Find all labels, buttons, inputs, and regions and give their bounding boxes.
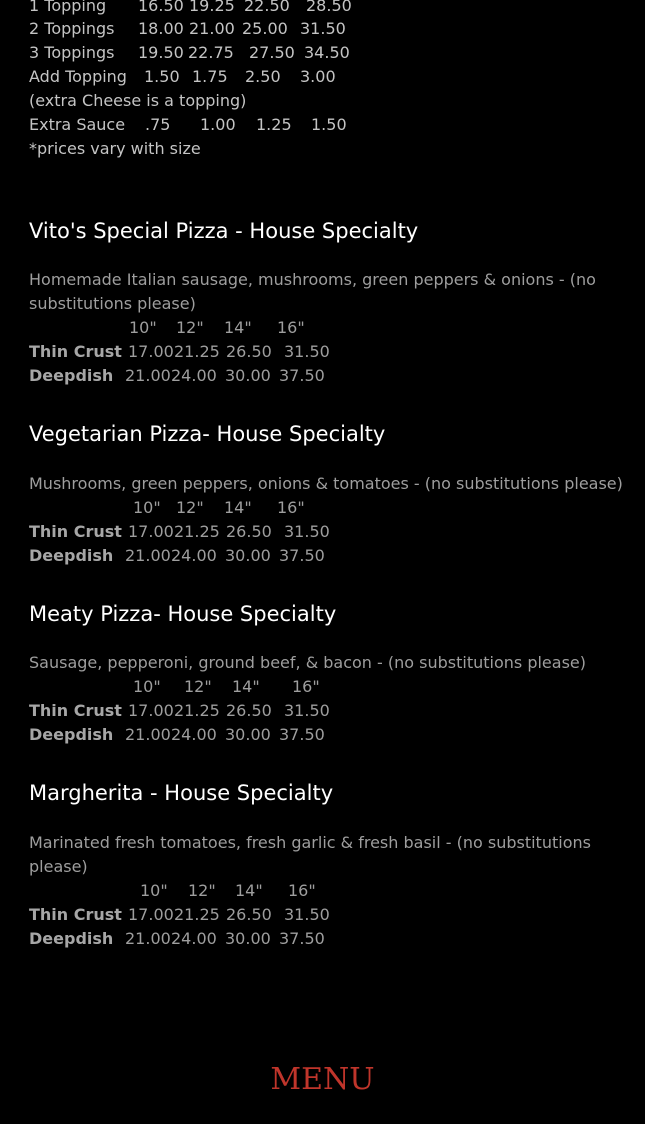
price-cell: 19.25 (189, 0, 235, 15)
deepdish-row (29, 927, 325, 951)
price-cell: 22.50 (244, 0, 290, 15)
row-label: Add Topping (29, 67, 127, 86)
price-cell: 37.50 (279, 546, 325, 565)
thin-crust-row (29, 520, 330, 544)
size-label: 14" (232, 677, 260, 696)
size-label: 10" (129, 318, 157, 337)
size-note (29, 137, 201, 161)
price-cell: 1.50 (311, 115, 347, 134)
price-cell: 21.00 (189, 19, 235, 38)
price-cell: 25.00 (242, 19, 288, 38)
price-cell: 24.00 (171, 929, 217, 948)
row-label: 3 Toppings (29, 43, 115, 62)
size-label: 14" (224, 498, 252, 517)
price-cell: 31.50 (284, 342, 330, 361)
crust-label: Thin Crust (29, 905, 122, 924)
price-cell: 30.00 (225, 929, 271, 948)
price-cell: 21.00 (125, 725, 171, 744)
price-cell: 1.25 (256, 115, 292, 134)
price-cell: 1.00 (200, 115, 236, 134)
specialty-description: Marinated fresh tomatoes, fresh garlic & fresh basil - (no substitutions please) (29, 833, 591, 876)
size-label: 16" (288, 881, 316, 900)
specialty-title: Vito's Special Pizza - House Specialty (29, 219, 419, 243)
size-label: 14" (224, 318, 252, 337)
specialty-description: Mushrooms, green peppers, onions & tomatoes - (no substitutions please) (29, 474, 623, 493)
price-cell: 26.50 (226, 342, 272, 361)
price-cell: 21.00 (125, 366, 171, 385)
price-cell: 17.00 (128, 701, 174, 720)
size-label: 12" (176, 318, 204, 337)
price-cell: 24.00 (171, 725, 217, 744)
size-label: 10" (133, 498, 161, 517)
price-cell: 17.00 (128, 522, 174, 541)
price-cell: 26.50 (226, 522, 272, 541)
size-label: 16" (277, 318, 305, 337)
topping-row (29, 65, 336, 89)
price-cell: 30.00 (225, 546, 271, 565)
price-cell: 21.00 (125, 929, 171, 948)
size-label: 16" (277, 498, 305, 517)
crust-label: Deepdish (29, 725, 114, 744)
topping-row (29, 17, 346, 41)
price-cell: 21.25 (174, 522, 220, 541)
price-cell: 34.50 (304, 43, 350, 62)
price-cell: 16.50 (138, 0, 184, 15)
price-cell: 37.50 (279, 929, 325, 948)
price-cell: 21.00 (125, 546, 171, 565)
specialty-description: Homemade Italian sausage, mushrooms, green peppers & onions - (no substitutions please) (29, 270, 596, 313)
price-cell: 30.00 (225, 366, 271, 385)
crust-label: Thin Crust (29, 701, 122, 720)
specialty-title: Vegetarian Pizza- House Specialty (29, 422, 386, 446)
price-cell: 19.50 (138, 43, 184, 62)
size-label: 12" (176, 498, 204, 517)
price-cell: 31.50 (284, 522, 330, 541)
size-header-row (29, 675, 320, 699)
price-cell: 18.00 (138, 19, 184, 38)
price-cell: 31.50 (284, 905, 330, 924)
deepdish-row (29, 723, 325, 747)
price-cell: 21.25 (174, 342, 220, 361)
price-cell: 30.00 (225, 725, 271, 744)
size-label: 14" (235, 881, 263, 900)
crust-label: Thin Crust (29, 342, 122, 361)
sauce-row (29, 113, 347, 137)
row-label: 1 Topping (29, 0, 107, 15)
price-cell: 21.25 (174, 905, 220, 924)
specialty-title: Meaty Pizza- House Specialty (29, 602, 337, 626)
specialty-description: Sausage, pepperoni, ground beef, & bacon - (no substitutions please) (29, 653, 586, 672)
size-label: 12" (184, 677, 212, 696)
price-cell: 17.00 (128, 905, 174, 924)
crust-label: Deepdish (29, 546, 114, 565)
price-cell: 2.50 (245, 67, 281, 86)
size-header-row (29, 879, 316, 903)
size-label: 10" (140, 881, 168, 900)
topping-row (29, 0, 352, 18)
price-cell: 28.50 (306, 0, 352, 15)
price-cell: 26.50 (226, 701, 272, 720)
thin-crust-row (29, 903, 330, 927)
size-header-row (29, 316, 305, 340)
crust-label: Deepdish (29, 929, 114, 948)
thin-crust-row (29, 699, 330, 723)
size-label: 10" (133, 677, 161, 696)
row-label: 2 Toppings (29, 19, 115, 38)
price-cell: .75 (145, 115, 171, 134)
crust-label: Deepdish (29, 366, 114, 385)
size-label: 16" (292, 677, 320, 696)
size-header-row (29, 496, 305, 520)
cheese-note (29, 89, 247, 113)
price-cell: 31.50 (284, 701, 330, 720)
price-cell: 26.50 (226, 905, 272, 924)
price-cell: 1.75 (192, 67, 228, 86)
menu-link[interactable]: MENU (270, 1062, 375, 1097)
note-text: *prices vary with size (29, 139, 201, 158)
price-cell: 27.50 (249, 43, 295, 62)
price-cell: 17.00 (128, 342, 174, 361)
note-text: (extra Cheese is a topping) (29, 91, 247, 110)
deepdish-row (29, 364, 325, 388)
size-label: 12" (188, 881, 216, 900)
price-cell: 1.50 (144, 67, 180, 86)
deepdish-row (29, 544, 325, 568)
price-cell: 3.00 (300, 67, 336, 86)
row-label: Extra Sauce (29, 115, 126, 134)
price-cell: 24.00 (171, 546, 217, 565)
price-cell: 37.50 (279, 725, 325, 744)
price-cell: 24.00 (171, 366, 217, 385)
topping-row (29, 41, 350, 65)
price-cell: 31.50 (300, 19, 346, 38)
price-cell: 37.50 (279, 366, 325, 385)
price-cell: 21.25 (174, 701, 220, 720)
thin-crust-row (29, 340, 330, 364)
specialty-title: Margherita - House Specialty (29, 781, 334, 805)
crust-label: Thin Crust (29, 522, 122, 541)
price-cell: 22.75 (188, 43, 234, 62)
